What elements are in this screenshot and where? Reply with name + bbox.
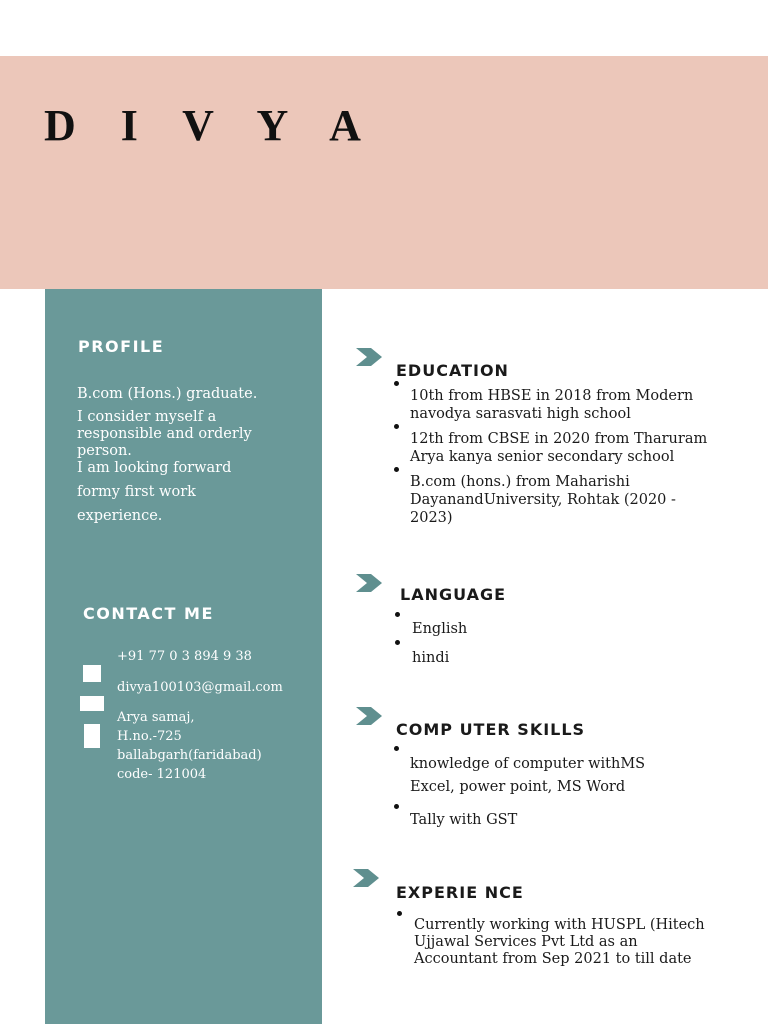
header-band: [0, 56, 768, 289]
main-content: [330, 289, 768, 1024]
candidate-name: D I V Y A: [44, 101, 378, 150]
education-item: [410, 387, 730, 423]
item-line: Currently working with HUSPL (Hitech: [414, 917, 705, 933]
profile-line: formy first work: [77, 484, 196, 500]
item-line: 10th from HBSE in 2018 from Modern: [410, 388, 694, 404]
profile-line: experience.: [77, 508, 163, 524]
profile-heading: PROFILE: [78, 337, 165, 356]
bullet: [394, 424, 399, 429]
skills-heading: COMP UTER SKILLS: [396, 720, 586, 739]
profile-line: person.: [77, 443, 132, 459]
phone-icon: [83, 665, 101, 682]
item-line: Ujjawal Services Pvt Ltd as an: [414, 934, 638, 950]
item-line: Excel, power point, MS Word: [410, 779, 626, 795]
bullet: [394, 746, 399, 751]
profile-line: I consider myself a: [77, 409, 217, 425]
item-line: DayanandUniversity, Rohtak (2020 -: [410, 492, 676, 508]
address-line: ballabgarh(faridabad): [117, 748, 262, 763]
profile-text: [77, 386, 297, 525]
bullet: [395, 640, 400, 645]
education-item: [410, 430, 730, 466]
contact-heading: CONTACT ME: [83, 604, 214, 623]
address-line: H.no.-725: [117, 729, 182, 744]
item-line: Accountant from Sep 2021 to till date: [414, 951, 692, 967]
bullet: [397, 911, 402, 916]
address-line: Arya samaj,: [117, 710, 195, 725]
item-line: 2023): [410, 510, 453, 526]
section-arrow-icon: [356, 707, 382, 725]
item-line: navodya sarasvati high school: [410, 406, 631, 422]
item-line: 12th from CBSE in 2020 from Tharuram: [410, 431, 708, 447]
section-arrow-icon: [356, 348, 382, 366]
profile-line: responsible and orderly: [77, 426, 252, 442]
item-line: Arya kanya senior secondary school: [410, 449, 675, 465]
location-icon: [84, 724, 100, 748]
bullet: [394, 467, 399, 472]
experience-heading: EXPERIE NCE: [396, 883, 524, 902]
item-line: B.com (hons.) from Maharishi: [410, 474, 630, 490]
section-arrow-icon: [356, 574, 382, 592]
language-heading: LANGUAGE: [400, 585, 507, 604]
language-item: English: [412, 621, 468, 637]
email-address: divya100103@gmail.com: [117, 680, 283, 695]
experience-item: [414, 917, 734, 968]
profile-line: B.com (Hons.) graduate.: [77, 386, 258, 402]
email-icon: [80, 696, 104, 711]
bullet: [394, 381, 399, 386]
language-item: hindi: [412, 650, 450, 666]
sidebar: [45, 289, 322, 1024]
item-line: knowledge of computer withMS: [410, 756, 646, 772]
education-item: [410, 473, 730, 527]
bullet: [394, 804, 399, 809]
phone-number: +91 77 0 3 894 9 38: [117, 649, 252, 664]
section-arrow-icon: [353, 869, 379, 887]
profile-line: I am looking forward: [77, 460, 232, 476]
skills-item: Tally with GST: [410, 812, 518, 828]
address: [117, 708, 262, 784]
skills-item: [410, 753, 730, 799]
education-heading: EDUCATION: [396, 361, 509, 380]
bullet: [395, 612, 400, 617]
address-line: code- 121004: [117, 767, 207, 782]
